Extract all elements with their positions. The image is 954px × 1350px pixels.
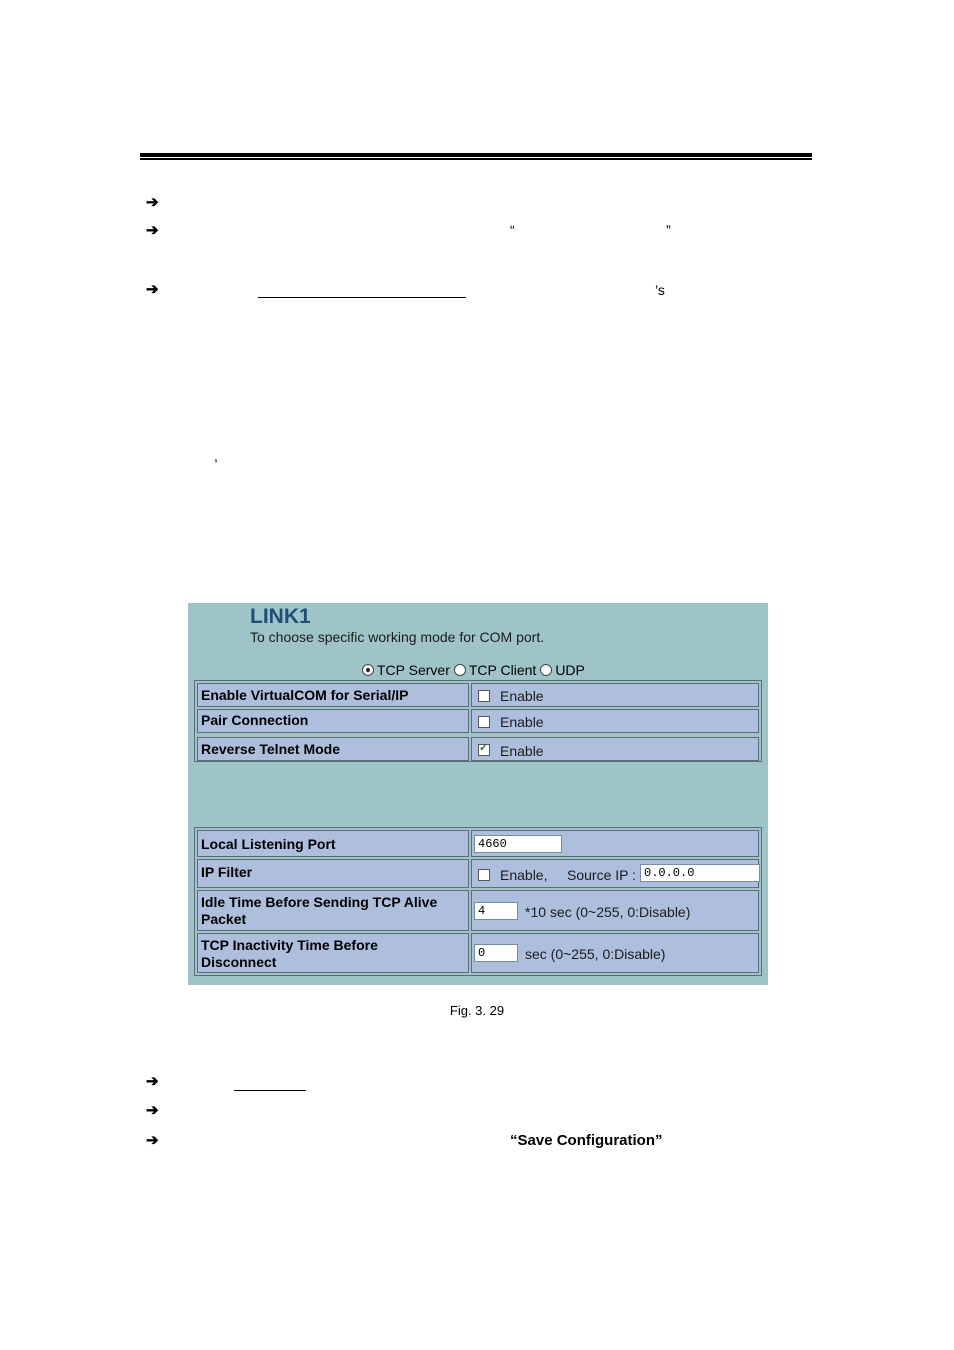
virtualcom-enable-label: Enable <box>500 688 544 704</box>
tcp-server-radio[interactable] <box>362 664 374 676</box>
reverse-telnet-checkbox[interactable] <box>478 744 490 756</box>
idle-time-unit: *10 sec (0~255, 0:Disable) <box>525 904 691 920</box>
hyperlink-underline[interactable] <box>258 297 466 298</box>
udp-label: UDP <box>555 662 585 678</box>
tcp-server-label: TCP Server <box>377 662 450 678</box>
open-quote: “ <box>510 222 515 238</box>
table-row <box>197 933 759 973</box>
row-value-cell <box>471 709 759 733</box>
ip-filter-checkbox[interactable] <box>478 869 490 881</box>
table-row <box>197 709 759 733</box>
ip-filter-label: IP Filter <box>201 864 253 880</box>
idle-time-input[interactable]: 4 <box>474 902 518 920</box>
source-ip-input[interactable]: 0.0.0.0 <box>640 864 760 882</box>
idle-time-label-line2: Packet <box>201 911 247 927</box>
panel-title: LINK1 <box>250 605 311 628</box>
table-row <box>197 830 759 857</box>
pair-connection-enable-label: Enable <box>500 714 544 730</box>
idle-time-label-line1: Idle Time Before Sending TCP Alive <box>201 894 438 910</box>
row-label-cell <box>197 683 469 707</box>
figure-caption: Fig. 3. 29 <box>449 1003 505 1018</box>
row-value-cell <box>471 890 759 931</box>
virtualcom-checkbox[interactable] <box>478 690 490 702</box>
tcp-client-radio[interactable] <box>454 664 466 676</box>
bullet-arrow-icon: ➔ <box>146 1073 159 1090</box>
row-label-cell <box>197 737 469 761</box>
tcp-client-label: TCP Client <box>468 662 537 678</box>
table-row <box>197 890 759 931</box>
link1-config-panel <box>188 603 768 985</box>
source-ip-label: Source IP : <box>567 867 637 883</box>
row-value-cell <box>471 683 759 707</box>
row-value-cell <box>471 859 759 888</box>
inactivity-label-line2: Disconnect <box>201 954 277 970</box>
udp-radio[interactable] <box>540 664 552 676</box>
row-value-cell <box>471 737 759 761</box>
save-configuration-text: “Save Configuration” <box>510 1132 663 1149</box>
bullet-arrow-icon: ➔ <box>146 281 159 298</box>
bullet-arrow-icon: ➔ <box>146 1132 159 1149</box>
header-rule-thin <box>140 158 812 160</box>
row-label-cell <box>197 709 469 733</box>
ip-filter-enable-label: Enable, <box>500 867 548 883</box>
reverse-telnet-label: Reverse Telnet Mode <box>201 741 341 757</box>
reverse-telnet-enable-label: Enable <box>500 743 544 759</box>
pair-connection-checkbox[interactable] <box>478 716 490 728</box>
row-label-cell <box>197 890 469 931</box>
local-port-label: Local Listening Port <box>201 836 336 852</box>
hyperlink-underline[interactable] <box>234 1090 306 1091</box>
stray-comma: , <box>214 448 218 464</box>
row-label-cell <box>197 830 469 857</box>
bullet-arrow-icon: ➔ <box>146 1102 159 1119</box>
virtualcom-label: Enable VirtualCOM for Serial/IP <box>201 687 409 703</box>
row-value-cell <box>471 830 759 857</box>
apostrophe-s: ’s <box>655 282 665 298</box>
row-value-cell <box>471 933 759 973</box>
inactivity-input[interactable]: 0 <box>474 944 518 962</box>
bullet-arrow-icon: ➔ <box>146 194 159 211</box>
pair-connection-label: Pair Connection <box>201 712 309 728</box>
mode-selector <box>360 662 587 678</box>
row-label-cell <box>197 859 469 888</box>
table-row <box>197 859 759 888</box>
table-row <box>197 737 759 761</box>
panel-subtitle: To choose specific working mode for COM port. <box>250 629 545 645</box>
row-label-cell <box>197 933 469 973</box>
bullet-arrow-icon: ➔ <box>146 222 159 239</box>
table-row <box>197 683 759 707</box>
inactivity-label-line1: TCP Inactivity Time Before <box>201 937 378 953</box>
options-table <box>194 680 762 762</box>
close-quote: ” <box>666 222 671 238</box>
inactivity-unit: sec (0~255, 0:Disable) <box>525 946 666 962</box>
tcp-settings-table <box>194 827 762 976</box>
local-port-input[interactable]: 4660 <box>474 835 562 853</box>
header-rule-thick <box>140 153 812 157</box>
